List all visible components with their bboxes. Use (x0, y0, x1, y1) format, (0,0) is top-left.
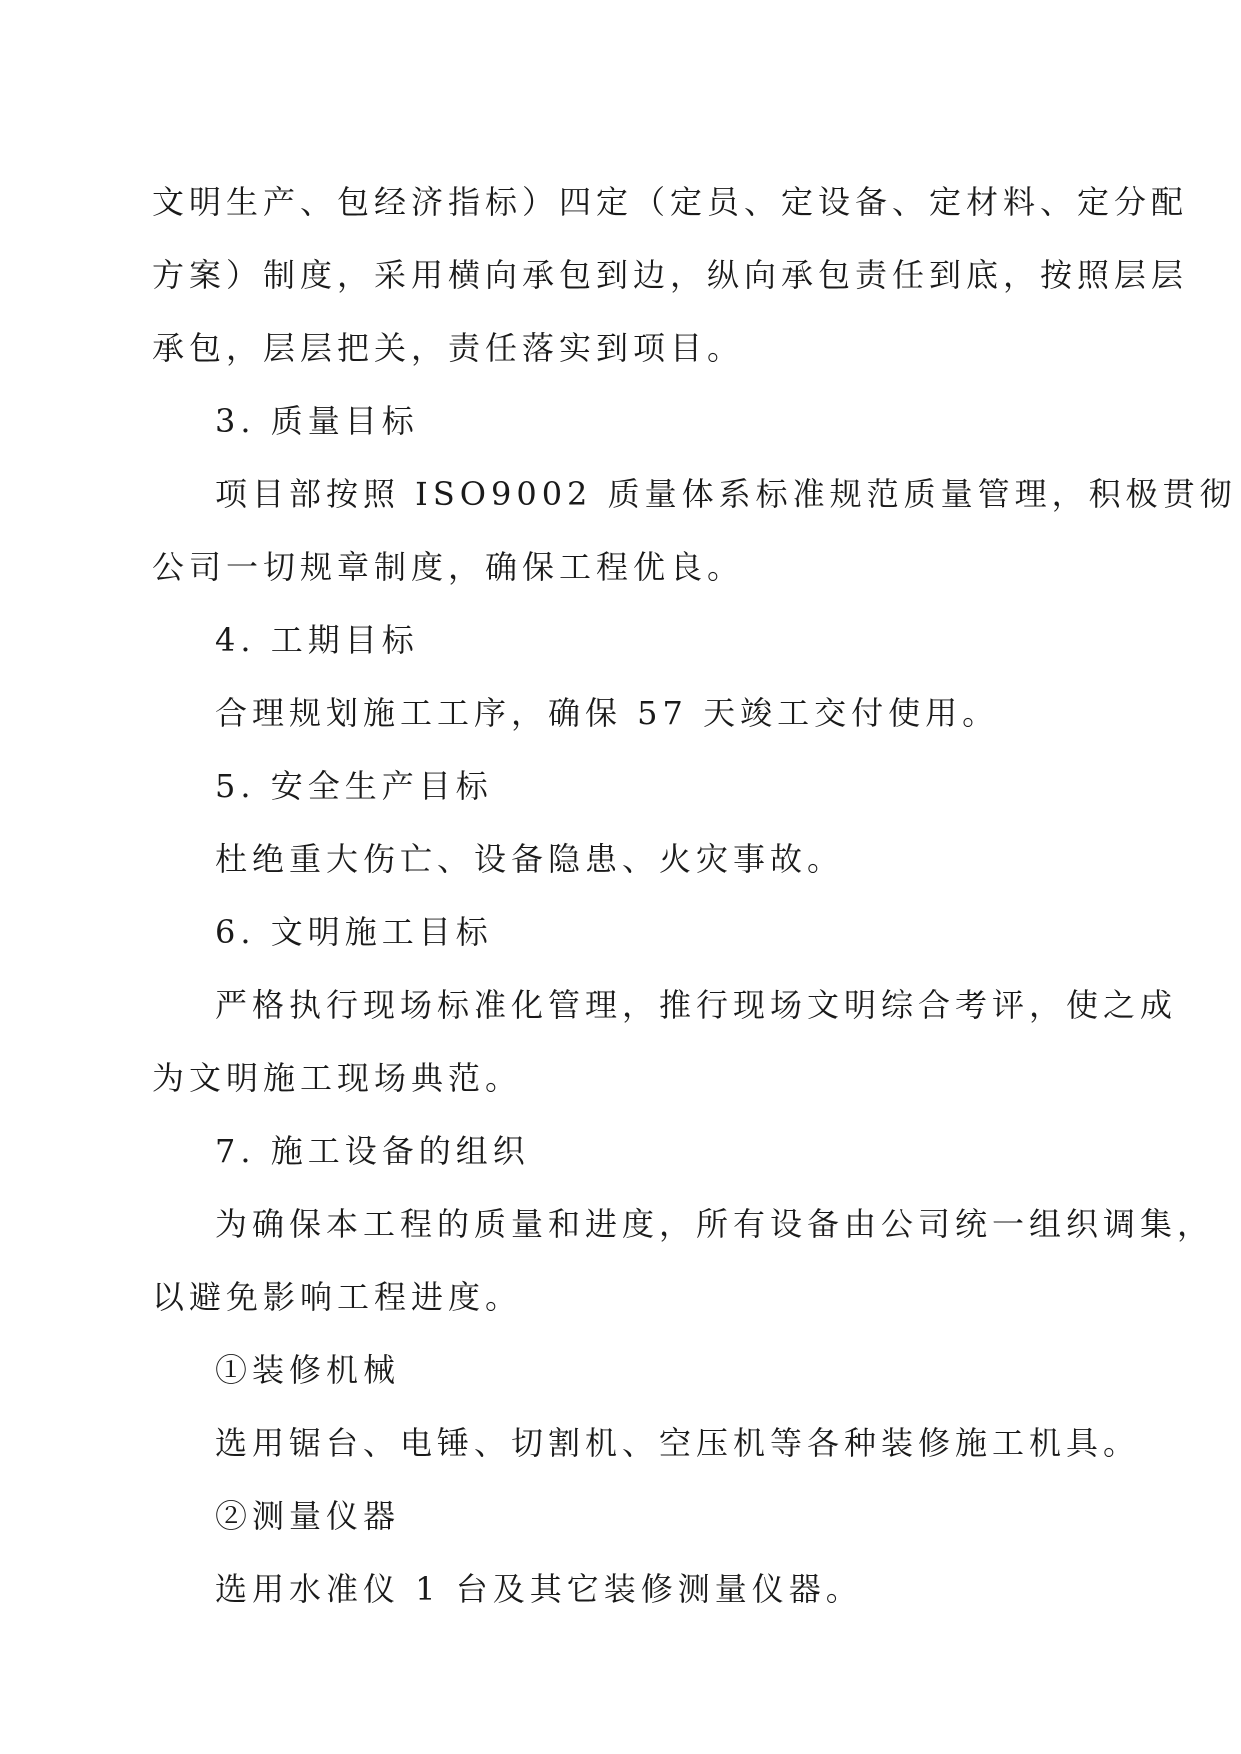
section-heading-equipment: 7. 施工设备的组织 (215, 1132, 530, 1170)
section-heading-quality: 3. 质量目标 (215, 402, 419, 440)
paragraph-line: 方案）制度，采用横向承包到边，纵向承包责任到底，按照层层 (152, 256, 1189, 294)
section-heading-safety: 5. 安全生产目标 (215, 767, 493, 805)
paragraph-line: 为文明施工现场典范。 (152, 1059, 523, 1097)
paragraph-line: 合理规划施工工序，确保 57 天竣工交付使用。 (215, 694, 1000, 732)
paragraph-line: 选用锯台、电锤、切割机、空压机等各种装修施工机具。 (215, 1424, 1141, 1462)
paragraph-line: 以避免影响工程进度。 (152, 1278, 523, 1316)
section-heading-schedule: 4. 工期目标 (215, 621, 419, 659)
paragraph-line: 选用水准仪 1 台及其它装修测量仪器。 (215, 1570, 863, 1608)
paragraph-line: 项目部按照 ISO9002 质量体系标准规范质量管理，积极贯彻 (215, 475, 1237, 513)
paragraph-line: 杜绝重大伤亡、设备隐患、火灾事故。 (215, 840, 845, 878)
section-heading-civilized: 6. 文明施工目标 (215, 913, 493, 951)
document-body (152, 166, 1237, 1626)
subheading-machinery: ①装修机械 (215, 1351, 401, 1389)
subheading-instruments: ②测量仪器 (215, 1497, 401, 1535)
paragraph-line: 严格执行现场标准化管理，推行现场文明综合考评，使之成 (215, 986, 1178, 1024)
paragraph-line: 承包，层层把关，责任落实到项目。 (152, 329, 745, 367)
paragraph-line: 文明生产、包经济指标）四定（定员、定设备、定材料、定分配 (152, 183, 1189, 221)
paragraph-line: 公司一切规章制度，确保工程优良。 (152, 548, 745, 586)
paragraph-line: 为确保本工程的质量和进度，所有设备由公司统一组织调集， (215, 1205, 1215, 1243)
